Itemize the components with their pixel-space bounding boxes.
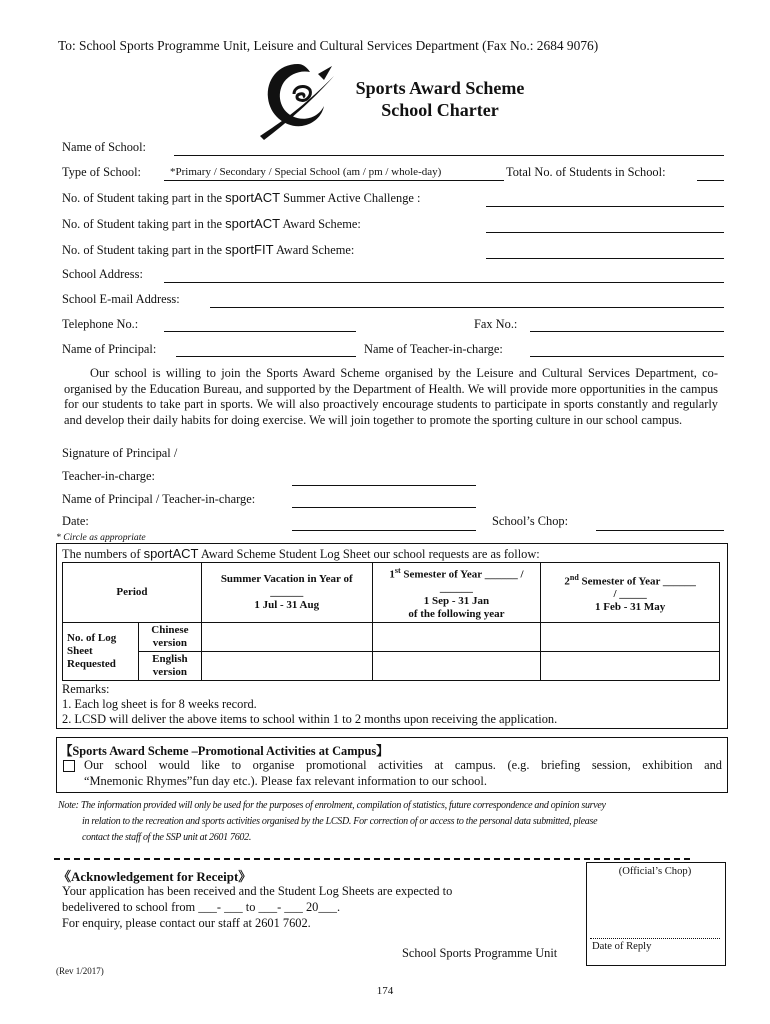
signatory-name-field[interactable] bbox=[292, 507, 476, 508]
privacy-note-line1: Note: The information provided will only be used for the purposes of enrolment, compilation of statistics, future correspondence and opinion survey bbox=[58, 800, 606, 811]
name-of-school-label: Name of School: bbox=[62, 140, 146, 154]
remark-2: 2. LCSD will deliver the above items to school within 1 to 2 months upon receiving the application. bbox=[62, 712, 558, 726]
circle-note: * Circle as appropriate bbox=[56, 532, 146, 543]
official-chop-label: (Official’s Chop) bbox=[618, 866, 692, 877]
privacy-note-line2: in relation to the recreation and sports activities organised by the LCSD. For correction of or access to the personal data submitted, please bbox=[82, 816, 598, 827]
revision-label: (Rev 1/2017) bbox=[56, 966, 104, 976]
semester1-english-cell[interactable] bbox=[372, 652, 541, 681]
sportact-brand: sportACT bbox=[143, 546, 199, 561]
promo-title: 【Sports Award Scheme –Promotional Activities at Campus】 bbox=[60, 744, 389, 758]
school-address-label: School Address: bbox=[62, 267, 143, 281]
semester1-chinese-cell[interactable] bbox=[372, 623, 541, 652]
log-sheet-row-label: No. of Log Sheet Requested bbox=[63, 623, 139, 681]
teacher-field[interactable] bbox=[530, 356, 724, 357]
telephone-label: Telephone No.: bbox=[62, 317, 139, 331]
school-type-options[interactable]: *Primary / Secondary / Special School (am / pm / whole-day) bbox=[170, 166, 442, 178]
date-of-reply-line bbox=[590, 938, 720, 939]
fax-label: Fax No.: bbox=[474, 317, 518, 331]
summer-challenge-field[interactable] bbox=[486, 206, 724, 207]
cut-line bbox=[54, 858, 690, 860]
privacy-note-line3: contact the staff of the SSP unit at 2601 7602. bbox=[82, 832, 252, 843]
total-students-field[interactable] bbox=[697, 180, 724, 181]
summer-chinese-cell[interactable] bbox=[201, 623, 372, 652]
teacher-label: Name of Teacher-in-charge: bbox=[364, 342, 503, 356]
ack-line3: For enquiry, please contact our staff at 2601 7602. bbox=[62, 916, 311, 930]
ack-line2: bedelivered to school from ___- ___ to ___- ___ 20___. bbox=[62, 900, 341, 914]
school-type-underline bbox=[164, 180, 504, 181]
sportfit-brand: sportFIT bbox=[225, 242, 274, 257]
summer-challenge-label: No. of Student taking part in the sportACT Summer Active Challenge : bbox=[62, 190, 421, 205]
summer-english-cell[interactable] bbox=[201, 652, 372, 681]
principal-label: Name of Principal: bbox=[62, 342, 157, 356]
semester2-chinese-cell[interactable] bbox=[541, 623, 720, 652]
fax-field[interactable] bbox=[530, 331, 724, 332]
school-address-field[interactable] bbox=[164, 282, 724, 283]
form-title-line1: Sports Award Scheme bbox=[355, 78, 525, 98]
semester2-header: 2nd Semester of Year ______ / _____ 1 Feb - 31 May bbox=[541, 563, 720, 623]
sportact-brand: sportACT bbox=[225, 190, 281, 205]
signature-label-line2: Teacher-in-charge: bbox=[62, 469, 155, 483]
period-header: Period bbox=[63, 563, 202, 623]
promo-line1: Our school would like to organise promotional activities at campus. (e.g. briefing session, exhibition and bbox=[84, 758, 722, 772]
ack-line1: Your application has been received and the Student Log Sheets are expected to bbox=[62, 884, 453, 898]
signatory-name-label: Name of Principal / Teacher-in-charge: bbox=[62, 492, 256, 506]
page-number: 174 bbox=[376, 985, 394, 997]
signature-label-line1: Signature of Principal / bbox=[62, 446, 178, 460]
chinese-version-label: Chinese version bbox=[138, 623, 201, 652]
sportfit-award-field[interactable] bbox=[486, 258, 724, 259]
total-students-label: Total No. of Students in School: bbox=[506, 165, 666, 179]
sportfit-award-label: No. of Student taking part in the sportFIT Award Scheme: bbox=[62, 242, 355, 257]
semester1-header: 1st Semester of Year ______ / ______ 1 Sep - 31 Jan of the following year bbox=[372, 563, 541, 623]
sportact-brand: sportACT bbox=[225, 216, 281, 231]
sportact-award-field[interactable] bbox=[486, 232, 724, 233]
school-chop-label: School’s Chop: bbox=[492, 514, 569, 528]
summer-header: Summer Vacation in Year of ______ 1 Jul - 31 Aug bbox=[201, 563, 372, 623]
english-version-label: English version bbox=[138, 652, 201, 681]
date-label: Date: bbox=[62, 514, 89, 528]
school-email-field[interactable] bbox=[210, 307, 724, 308]
school-email-label: School E-mail Address: bbox=[62, 292, 180, 306]
log-sheet-table bbox=[62, 562, 720, 681]
telephone-field[interactable] bbox=[164, 331, 356, 332]
school-chop-field[interactable] bbox=[596, 530, 724, 531]
promo-line2: “Mnemonic Rhymes”fun day etc.). Please fax relevant information to our school. bbox=[84, 774, 487, 788]
sportact-award-label: No. of Student taking part in the sportACT Award Scheme: bbox=[62, 216, 361, 231]
type-of-school-label: Type of School: bbox=[62, 165, 141, 179]
date-of-reply-label: Date of Reply bbox=[592, 941, 652, 952]
semester2-english-cell[interactable] bbox=[541, 652, 720, 681]
log-sheet-intro: The numbers of sportACT Award Scheme Student Log Sheet our school requests are as follow: bbox=[62, 546, 540, 561]
signature-field[interactable] bbox=[292, 485, 476, 486]
date-field[interactable] bbox=[292, 530, 476, 531]
sports-award-logo bbox=[258, 58, 336, 142]
ack-unit: School Sports Programme Unit bbox=[402, 946, 558, 960]
declaration-paragraph: Our school is willing to join the Sports Award Scheme organised by the Leisure and Cultural Services Department, co-organised by the Education Bureau, and supported by the Department of Health. We will provide more opportunities in the campus for our students to take part in sports. We will also proactively encourage students to participate in sports constantly and regularly and develop their daily habits for doing exercise. We will join together to promote the sporting culture in our school campus. bbox=[64, 366, 718, 427]
remark-1: 1. Each log sheet is for 8 weeks record. bbox=[62, 697, 257, 711]
name-of-school-field[interactable] bbox=[174, 155, 724, 156]
ack-title: 《Acknowledgement for Receipt》 bbox=[58, 869, 252, 884]
principal-field[interactable] bbox=[176, 356, 356, 357]
form-title-line2: School Charter bbox=[381, 100, 499, 120]
promo-checkbox[interactable] bbox=[63, 760, 75, 772]
remarks-title: Remarks: bbox=[62, 682, 110, 696]
recipient-line: To: School Sports Programme Unit, Leisure and Cultural Services Department (Fax No.: 2684 9076) bbox=[58, 38, 599, 53]
